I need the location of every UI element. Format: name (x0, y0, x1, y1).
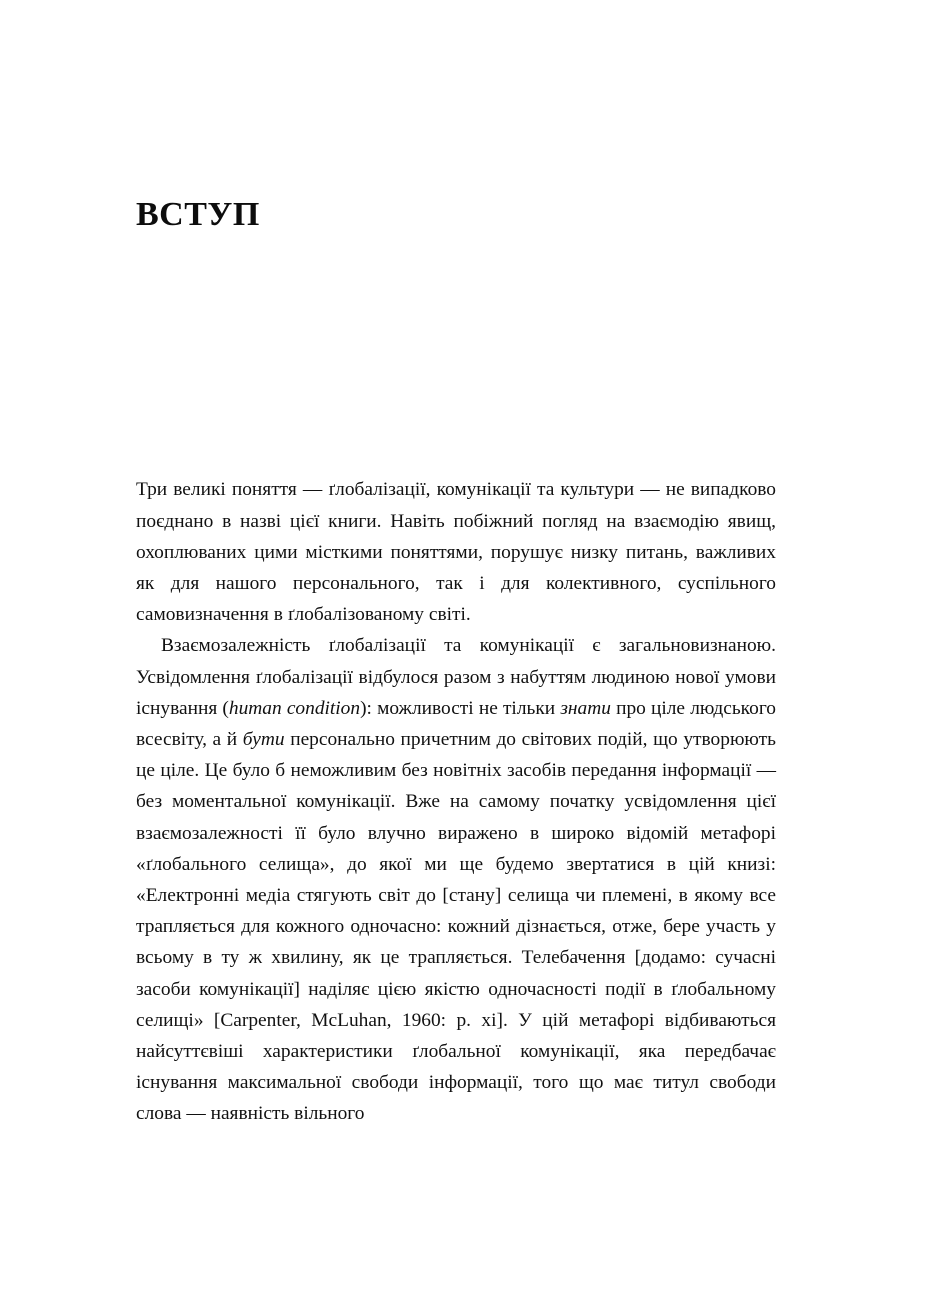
italic-term-znaty: знати (560, 697, 611, 719)
italic-term-human-condition: human condition (228, 697, 361, 719)
page-content (136, 0, 776, 1130)
paragraph-1: Три великі поняття — ґлобалізації, комунікації та культури — не випадково поєднано в назві цієї книги. Навіть побіжний погляд на взаємодію явищ, охоплюваних цими місткими поняттями, порушує низку питань, важливих як для нашого персонального, так і для колективного, суспільного самовизначення в ґлобалізованому світі. (136, 479, 776, 626)
italic-term-buty: бути (242, 729, 285, 751)
page-title: ВСТУП (136, 196, 260, 233)
paragraph-2: Взаємозалежність ґлобалізації та комунікації є загальновизнаною. Усвідомлення ґлобалізації відбулося разом з набуттям людиною нової умови існування (human condition): можливості не тільки знати про ціле людського всесвіту, а й бути персонально причетним до світових подій, що утворюють це ціле. Це було б неможливим без новітніх засобів передання інформації — без моментальної комунікації. Вже на самому початку усвідомлення цієї взаємозалежності її було влучно виражено в широко відомій метафорі «ґлобального селища», до якої ми ще будемо звертатися в цій книзі: «Електронні медіа стягують світ до [стану] селища чи племені, в якому все трапляється для кожного одночасно: кожний дізнається, отже, бере участь у всьому в ту ж хвилину, як це трапляється. Телебачення [додамо: сучасні засоби комунікації] наділяє цією якістю одночасності події в ґлобальному селищі» [Carpenter, McLuhan, 1960: p. xi]. У цій метафорі відбиваються найсуттєвіші характеристики ґлобальної комунікації, яка передбачає існування максимальної свободи інформації, того що має титул свободи слова — наявність вільного (136, 635, 776, 1125)
